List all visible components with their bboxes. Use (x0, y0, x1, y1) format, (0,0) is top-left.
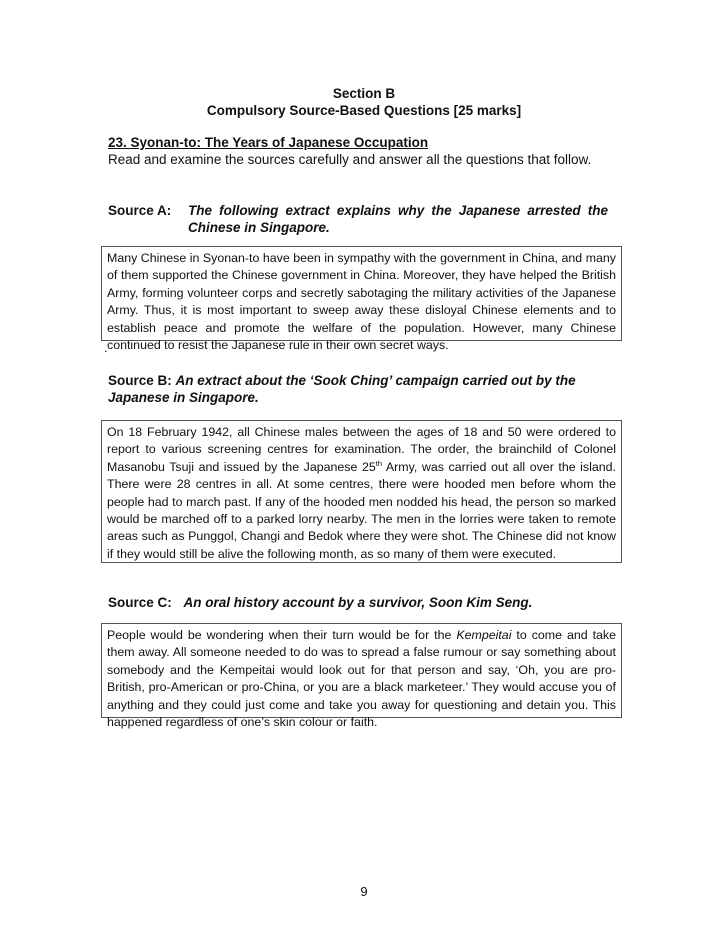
source-c-label: Source C: (108, 595, 172, 610)
source-c-italic-term: Kempeitai (456, 628, 512, 642)
source-a-box (101, 246, 622, 353)
section-subtitle: Compulsory Source-Based Questions [25 marks] (206, 103, 522, 118)
source-a-heading (108, 202, 628, 236)
source-a-text: Many Chinese in Syonan-to have been in sympathy with the government in China, and many of them supported the Chinese government in China. Moreover, they have helped the British Army, forming volunteer corps and secretly sabotaging the military activities of the Japanese Army. Thus, it is most important to sweep away these disloyal Chinese elements and to establish peace and promote the welfare of the population. However, many Chinese continued to resist the Japanese rule in their own secret ways. (107, 251, 616, 353)
source-c-text-after: to come and take them away. All someone needed to do was to spread a false rumour or say something about somebody and the Kempeitai would look out for that person and say, ‘Oh, you are pro-British, pro-American or pro-China, or you are a black marketeer.’ They would accuse you of anything and they could just come and take you away for questioning and detain you. This happened regardless of one’s skin colour or faith. (107, 628, 616, 730)
source-c-description: An oral history account by a survivor, Soon Kim Seng. (183, 595, 533, 610)
question-instruction: Read and examine the sources carefully and answer all the questions that follow. (108, 152, 592, 167)
question-title: 23. Syonan-to: The Years of Japanese Occupation (108, 135, 429, 150)
source-b-description: An extract about the ‘Sook Ching’ campaign carried out by the Japanese in Singapore. (108, 373, 576, 405)
source-a-trailing-mark: . (104, 340, 108, 355)
section-title: Section B (332, 86, 396, 101)
source-b-superscript: th (375, 458, 383, 468)
source-c-heading (108, 594, 628, 611)
page-number: 9 (360, 884, 368, 899)
source-a-description: The following extract explains why the Japanese arrested the Chinese in Singapore. (188, 203, 608, 235)
source-b-heading (108, 372, 608, 406)
source-b-text-before: On 18 February 1942, all Chinese males between the ages of 18 and 50 were ordered to report to various screening centres for examination. The order, the brainchild of Colonel Masanobu Tsuji and issued by the Japanese 25 (107, 425, 616, 474)
source-b-text-after: Army, was carried out all over the island. There were 28 centres in all. At some centres, there were hooded men before whom the people had to march past. If any of the hooded men nodded his head, the person so marked would be marched off to a parked lorry nearby. The men in the lorries were taken to remote areas such as Punggol, Changi and Bedok where they were shot. The Chinese did not know if they would still be alive the following month, as so many of them were executed. (107, 459, 617, 561)
source-c-box (101, 623, 622, 730)
source-b-box (101, 420, 622, 563)
source-c-text-before: People would be wondering when their turn would be for the (107, 628, 457, 642)
source-b-label: Source B: (108, 373, 172, 388)
source-a-label: Source A: (108, 203, 172, 218)
